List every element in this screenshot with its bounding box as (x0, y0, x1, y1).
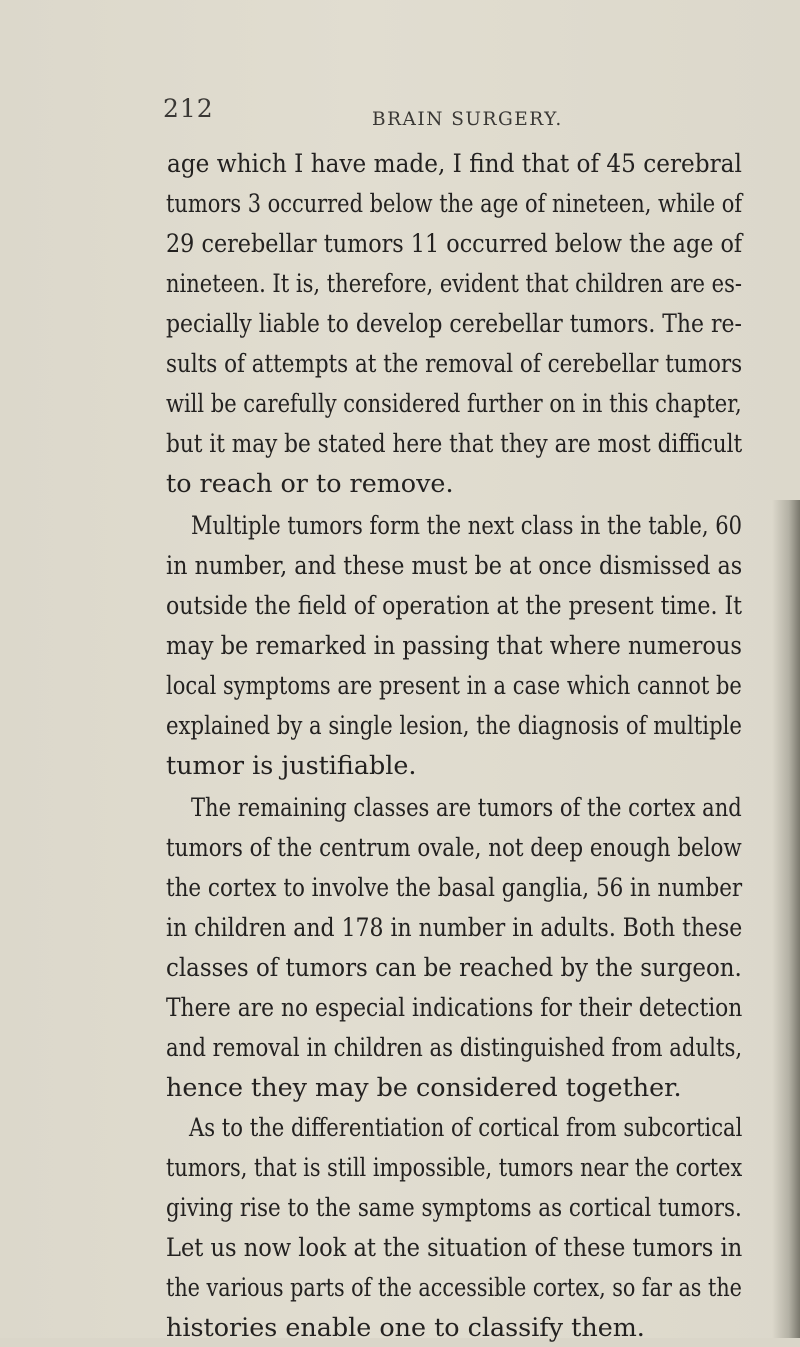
text-line: age which I have made, I find that of 45 cerebral (167, 148, 742, 178)
running-head: BRAIN SURGERY. (372, 109, 563, 130)
text-line: but it may be stated here that they are most difficult (166, 428, 743, 458)
text-line: classes of tumors can be reached by the surgeon. (166, 952, 742, 982)
text-line: may be remarked in passing that where numerous (166, 630, 742, 660)
page-header (0, 82, 800, 142)
text-line: the cortex to involve the basal ganglia, 56 in number (166, 872, 743, 902)
text-line: 29 cerebellar tumors 11 occurred below the age of (166, 228, 743, 258)
text-line: tumors 3 occurred below the age of nineteen, while of (166, 188, 743, 218)
text-line: the various parts of the accessible cortex, so far as the (166, 1272, 742, 1302)
text-line: explained by a single lesion, the diagnosis of multiple (166, 710, 742, 740)
text-line: The remaining classes are tumors of the cortex and (191, 792, 742, 822)
text-line: Multiple tumors form the next class in the table, 60 (191, 510, 743, 540)
text-line: in children and 178 in number in adults. Both these (166, 912, 743, 942)
text-line: nineteen. It is, therefore, evident that children are es- (166, 268, 742, 298)
text-line: tumor is justifiable. (166, 750, 417, 780)
text-line: and removal in children as distinguished from adults, (166, 1032, 743, 1062)
text-line: pecially liable to develop cerebellar tumors. The re- (166, 308, 742, 338)
text-line: will be carefully considered further on in this chapter, (166, 388, 742, 418)
text-line: local symptoms are present in a case which cannot be (166, 670, 742, 700)
text-line: As to the differentiation of cortical from subcortical (189, 1112, 743, 1142)
text-line: tumors of the centrum ovale, not deep enough below (166, 832, 742, 862)
page-edge-shadow (772, 500, 800, 1338)
text-line: sults of attempts at the removal of cerebellar tumors (166, 348, 743, 378)
text-line: in number, and these must be at once dismissed as (166, 550, 743, 580)
text-line: Let us now look at the situation of these tumors in (166, 1232, 743, 1262)
text-line: histories enable one to classify them. (166, 1312, 645, 1342)
text-line: giving rise to the same symptoms as cortical tumors. (166, 1192, 742, 1222)
text-line: tumors, that is still impossible, tumors near the cortex (166, 1152, 743, 1182)
page-number: 212 (163, 94, 214, 123)
text-line: outside the field of operation at the present time. It (166, 590, 742, 620)
text-line: There are no especial indications for their detection (166, 992, 743, 1022)
text-line: to reach or to remove. (166, 468, 454, 498)
text-line: hence they may be considered together. (166, 1072, 682, 1102)
